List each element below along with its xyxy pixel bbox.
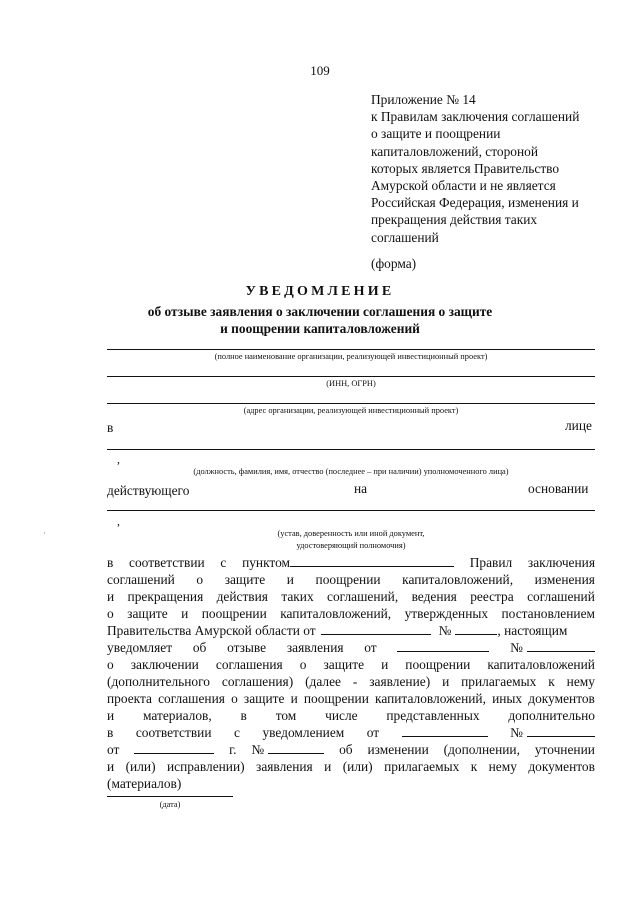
word: и	[107, 589, 115, 604]
word: соглашения	[215, 657, 283, 672]
word: в	[107, 555, 114, 570]
appendix-line: капиталовложений, стороной	[371, 143, 538, 159]
word: соответствии	[129, 555, 205, 570]
basis-word: основании	[528, 481, 589, 496]
word: нему	[488, 759, 517, 774]
word: с	[234, 725, 240, 740]
word: к	[470, 759, 478, 774]
word: о	[299, 657, 307, 672]
word: поощрении	[303, 691, 369, 706]
body-line-8	[107, 674, 595, 690]
word: утвержденных	[404, 606, 489, 621]
word: прилагаемых	[461, 674, 537, 689]
appendix-line: Амурской области и не является	[371, 178, 556, 194]
body-line-5	[107, 623, 595, 639]
body-line-2	[107, 572, 595, 588]
word: и	[442, 674, 450, 689]
word: Правил	[469, 555, 513, 570]
body-line-10	[107, 708, 595, 724]
word: и	[107, 708, 115, 723]
word: соглашения	[158, 691, 225, 706]
word: об	[339, 742, 353, 757]
word: проекта	[107, 691, 152, 706]
authority-document-field[interactable]	[107, 510, 595, 511]
position-caption: (должность, фамилия, имя, отчество (последнее – при наличии) уполномоченного лица)	[193, 467, 509, 476]
number-sign: №	[251, 742, 265, 757]
number-sign: №	[510, 640, 523, 655]
application-number-field[interactable]	[527, 640, 595, 652]
word: соглашений	[527, 589, 595, 604]
word: капиталовложений,	[375, 691, 486, 706]
person-word: лице	[565, 418, 592, 433]
margin-mark: ·	[43, 528, 46, 538]
appendix-line: прекращения действия таких	[371, 212, 538, 228]
word: исправлении)	[166, 759, 245, 774]
body-line-11	[107, 725, 595, 741]
word: защите	[127, 606, 168, 621]
word: об	[192, 640, 207, 655]
body-line-6	[107, 640, 595, 656]
word: в	[107, 725, 114, 740]
date-caption: (дата)	[159, 800, 181, 809]
word: поощрении	[201, 606, 267, 621]
word: реестра	[470, 589, 514, 604]
word: пунктом	[242, 555, 291, 570]
form-label: (форма)	[371, 256, 417, 271]
word: заявления	[256, 759, 313, 774]
word: защите	[224, 572, 266, 587]
document-subtitle	[0, 303, 640, 337]
word: постановлением	[501, 606, 595, 621]
notice-date-field[interactable]	[402, 725, 488, 737]
body-line-1	[107, 555, 595, 571]
body-line-7	[107, 657, 595, 673]
subtitle-line-2: и поощрении капиталовложений	[220, 321, 420, 336]
subtitle-line-1: об отзыве заявления о заключении соглашения о защите	[147, 304, 493, 319]
word: (дополнительного	[107, 674, 210, 689]
word: и	[181, 606, 189, 621]
word: таких	[281, 589, 314, 604]
word: соглашения)	[221, 674, 294, 689]
body-line-4	[107, 606, 595, 622]
word: защите	[243, 691, 285, 706]
body-line-14	[107, 776, 595, 792]
word: уведомлением	[262, 725, 345, 740]
word: капиталовложений,	[280, 606, 392, 621]
appendix-line: которых является Правительство	[371, 160, 560, 176]
word: о	[231, 691, 238, 706]
word: в	[240, 708, 247, 723]
word: заключения	[527, 555, 595, 570]
address-caption: (адрес организации, реализующей инвестиционный проект)	[243, 406, 459, 415]
body-line-9	[107, 691, 595, 707]
phrase: , настоящим	[497, 623, 568, 638]
word: заявления	[286, 640, 344, 655]
word: материалов,	[142, 708, 212, 723]
word: поощрении	[405, 657, 471, 672]
word: действия	[216, 589, 268, 604]
representative-field[interactable]	[107, 449, 595, 450]
document-caption-2: удостоверяющий полномочия)	[296, 541, 406, 550]
word: изменении	[367, 742, 429, 757]
word: заключении	[130, 657, 199, 672]
word: и	[381, 657, 389, 672]
word: соглашений	[107, 572, 175, 587]
appendix-line: к Правилам заключения соглашений	[371, 109, 580, 125]
number-phrase	[251, 742, 324, 758]
word: (дополнении,	[443, 742, 520, 757]
word: г.	[229, 742, 237, 757]
word: с	[220, 555, 227, 570]
word: соглашений,	[327, 589, 399, 604]
acting-word: действующего	[107, 483, 190, 498]
word: защите	[323, 657, 365, 672]
address-field[interactable]	[107, 403, 595, 404]
word: к	[548, 674, 555, 689]
application-date-field[interactable]	[397, 640, 489, 652]
org-name-caption: (полное наименование организации, реализующей инвестиционный проект)	[214, 352, 488, 361]
appendix-block	[371, 91, 579, 246]
word: иных	[492, 691, 523, 706]
point-phrase	[242, 555, 454, 571]
word: и	[107, 759, 115, 774]
word: о	[107, 657, 114, 672]
word: от	[364, 640, 377, 655]
word: о	[196, 572, 204, 587]
document-caption-1: (устав, доверенность или иной документ,	[277, 529, 425, 538]
change-notice-number-field[interactable]	[268, 742, 324, 754]
on-word: на	[354, 481, 368, 496]
page-number: 109	[310, 63, 330, 78]
word: от	[366, 725, 380, 740]
change-notice-date-field[interactable]	[134, 742, 214, 754]
word: о	[107, 606, 114, 621]
word: уточнении	[534, 742, 595, 757]
org-name-field[interactable]	[107, 349, 595, 350]
word: капиталовложений,	[402, 572, 514, 587]
resolution-date-field[interactable]	[321, 623, 431, 635]
word: прилагаемых	[384, 759, 460, 774]
appendix-line: Приложение № 14	[371, 92, 476, 107]
word: нему	[566, 674, 595, 689]
notice-number-field[interactable]	[527, 725, 595, 737]
word: документов	[528, 691, 595, 706]
body-line-12	[107, 742, 595, 758]
appendix-line: соглашений	[371, 229, 439, 245]
resolution-number-field[interactable]	[455, 623, 497, 635]
word: соответствии	[135, 725, 212, 740]
word: уведомляет	[107, 640, 173, 655]
appendix-line: Российская Федерация, изменения и	[371, 195, 579, 211]
word: и	[324, 759, 332, 774]
word: том	[275, 708, 297, 723]
word: и	[290, 691, 298, 706]
point-number-field[interactable]	[290, 555, 454, 567]
word: дополнительно	[508, 708, 595, 723]
word: представленных	[386, 708, 480, 723]
word: изменения	[534, 572, 595, 587]
word: (или)	[125, 759, 156, 774]
comma-mark: ,	[117, 514, 120, 528]
inn-ogrn-field[interactable]	[107, 376, 595, 377]
body-line-13	[107, 759, 595, 775]
word: (далее	[305, 674, 341, 689]
word: прекращения	[127, 589, 204, 604]
phrase: (материалов)	[107, 776, 182, 791]
appendix-line: о защите и поощрении	[371, 126, 501, 142]
document-title: УВЕДОМЛЕНИЕ	[245, 284, 395, 299]
word: от	[107, 742, 120, 757]
in-word: в	[107, 420, 114, 435]
number-phrase	[510, 725, 595, 741]
word: отзыве	[227, 640, 267, 655]
number-sign: №	[510, 725, 523, 740]
number-phrase	[510, 640, 595, 656]
word: -	[352, 674, 358, 689]
date-field[interactable]	[107, 796, 233, 797]
word: ведения	[411, 589, 457, 604]
word: поощрении	[315, 572, 381, 587]
word: числе	[325, 708, 358, 723]
word: (или)	[342, 759, 373, 774]
word: капиталовложений	[487, 657, 595, 672]
comma-mark: ,	[117, 452, 120, 466]
phrase: Правительства Амурской области от	[107, 623, 316, 638]
inn-ogrn-caption: (ИНН, ОГРН)	[326, 379, 376, 388]
number-sign: №	[438, 623, 452, 638]
body-line-3	[107, 589, 595, 605]
word: заявление)	[369, 674, 431, 689]
word: и	[286, 572, 294, 587]
word: документов	[528, 759, 595, 774]
